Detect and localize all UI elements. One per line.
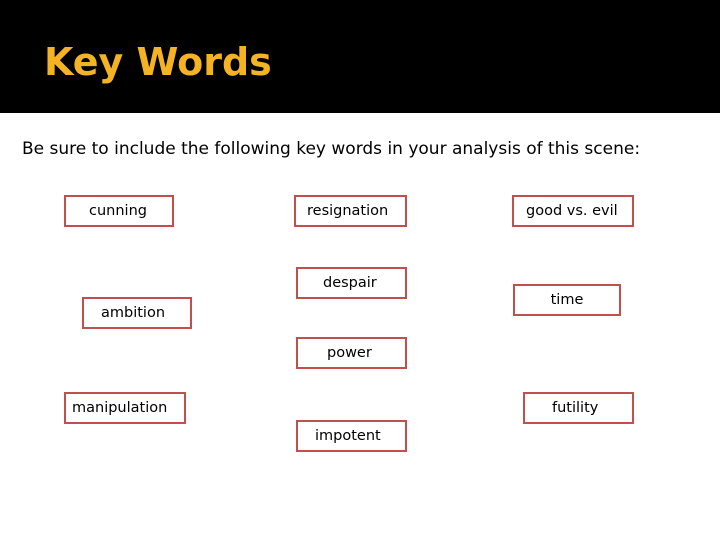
keyword-box-futility	[523, 392, 634, 424]
keyword-cunning: cunning	[89, 203, 147, 219]
keyword-box-despair	[296, 267, 407, 299]
keyword-box-good-vs-evil	[512, 195, 634, 227]
title-bar	[0, 0, 720, 113]
keyword-despair: despair	[323, 275, 377, 291]
keyword-resignation: resignation	[307, 203, 389, 219]
keyword-box-ambition	[82, 297, 192, 329]
keyword-futility: futility	[552, 400, 599, 416]
keyword-box-manipulation	[64, 392, 186, 424]
keyword-box-cunning	[64, 195, 174, 227]
keyword-box-impotent	[296, 420, 407, 452]
slide-title: Key Words	[44, 40, 272, 84]
keyword-manipulation: manipulation	[72, 400, 168, 416]
keyword-box-power	[296, 337, 407, 369]
keyword-box-time	[513, 284, 621, 316]
keyword-power: power	[327, 345, 372, 361]
instruction-text: Be sure to include the following key words in your analysis of this scene:	[22, 139, 641, 159]
keyword-good-vs-evil: good vs. evil	[526, 203, 618, 219]
keyword-ambition: ambition	[101, 305, 166, 321]
keyword-impotent: impotent	[315, 428, 381, 444]
keyword-time: time	[550, 292, 584, 308]
keyword-box-resignation	[294, 195, 407, 227]
